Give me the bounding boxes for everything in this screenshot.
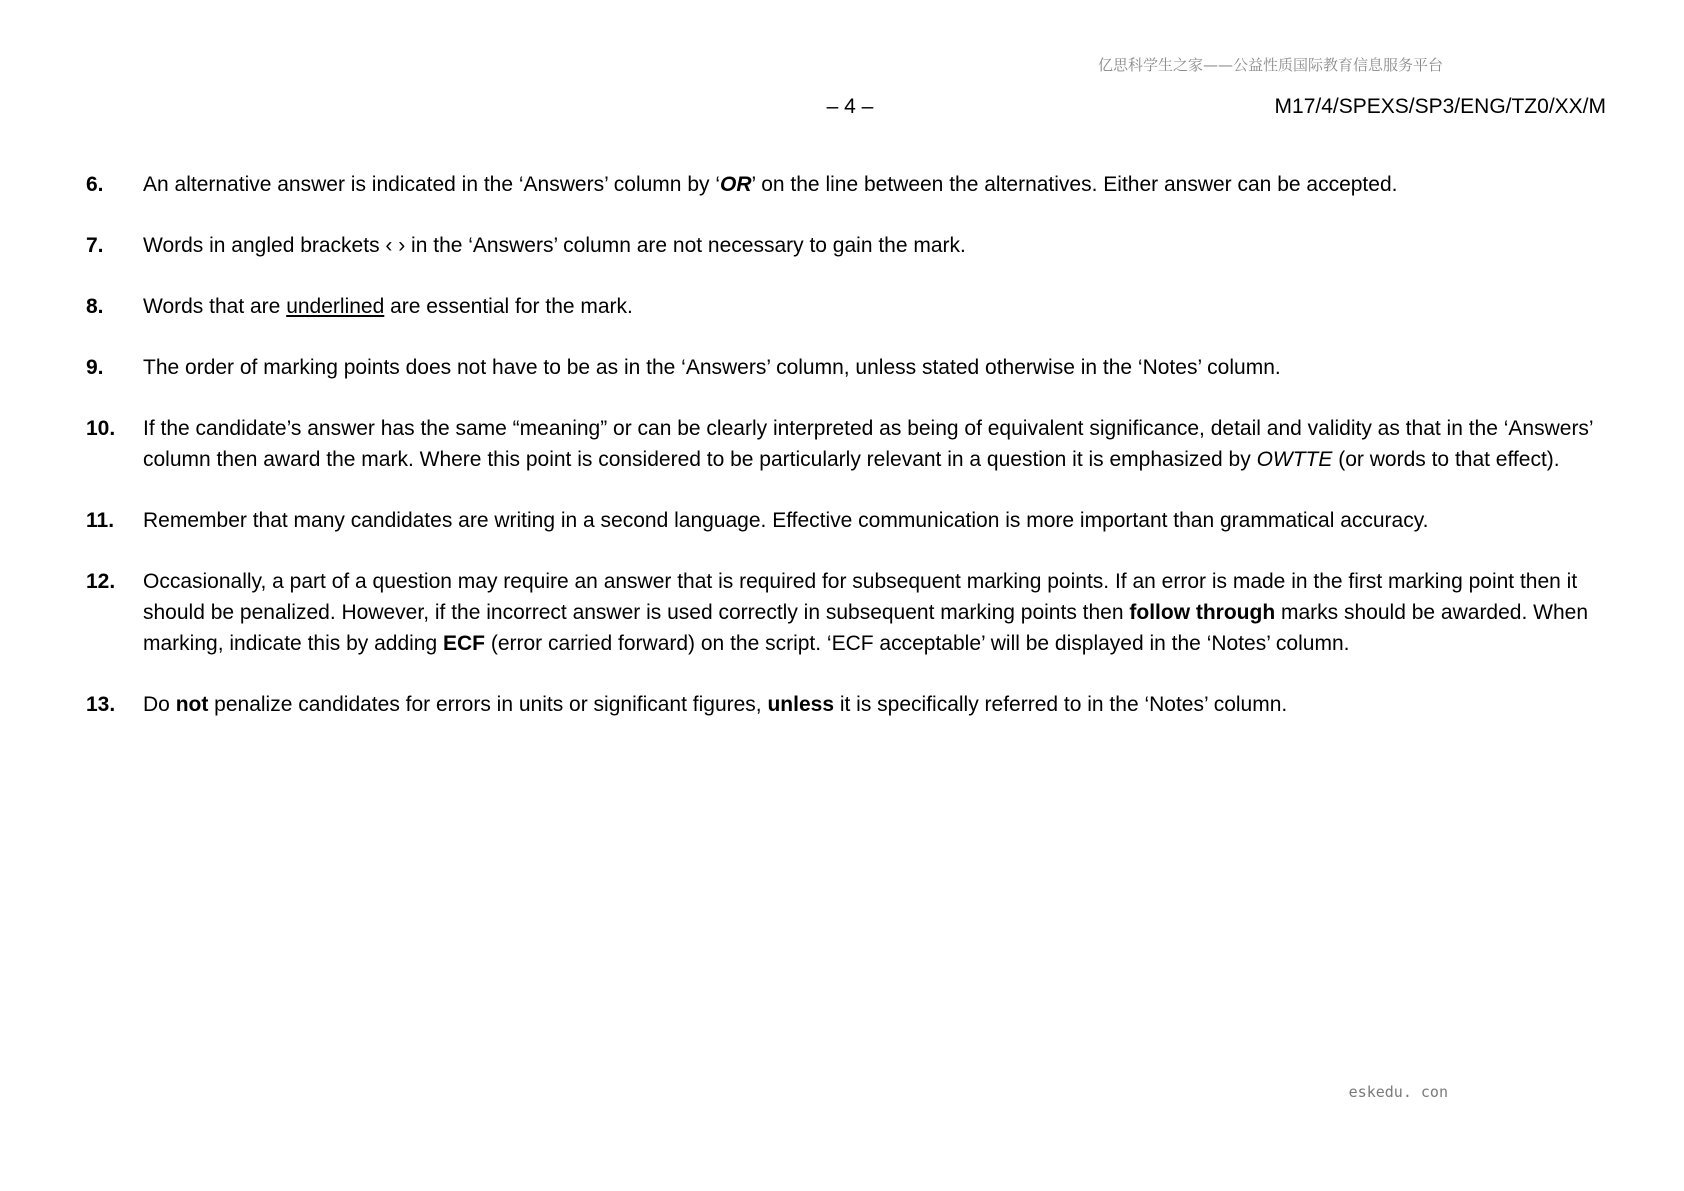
note-text-run: Occasionally, a part of a question may require an answer that is required for subsequent marking points. If an error is made in the first marking point then it should be penalized. However, if the incorrect answer is used correctly in subsequent marking points then xyxy=(143,570,1578,624)
note-text-run: If the candidate’s answer has the same “meaning” or can be clearly interpreted as being of equivalent significance, detail and validity as that in the ‘Answers’ column then award the mark. Where this point is considered to be particularly relevant in a question it is emphasized by xyxy=(143,417,1593,471)
note-number: 9. xyxy=(86,356,104,379)
note-text xyxy=(143,505,1606,536)
underlined-word: underlined xyxy=(286,295,385,318)
note-number: 8. xyxy=(86,295,104,318)
marking-notes-list xyxy=(86,169,1606,750)
note-item-9 xyxy=(86,352,1606,383)
note-item-12 xyxy=(86,566,1606,659)
note-item-6 xyxy=(86,169,1606,200)
unless-emphasis: unless xyxy=(767,693,834,716)
note-number: 13. xyxy=(86,693,116,716)
note-text-run: penalize candidates for errors in units or significant figures, xyxy=(208,693,768,716)
note-text-run: (error carried forward) on the script. ‘ECF acceptable’ will be displayed in the ‘Notes’ column. xyxy=(485,632,1350,655)
note-number: 6. xyxy=(86,173,104,196)
note-number: 7. xyxy=(86,234,104,257)
note-text-run: Remember that many candidates are writing in a second language. Effective communication is more important than grammatical accuracy. xyxy=(143,509,1429,532)
owtte-term: OWTTE xyxy=(1256,448,1333,471)
ecf-term: ECF xyxy=(443,632,485,655)
note-text-run: The order of marking points does not have to be as in the ‘Answers’ column, unless stated otherwise in the ‘Notes’ column. xyxy=(143,356,1281,379)
note-item-8 xyxy=(86,291,1606,322)
note-text-run: ’ on the line between the alternatives. Either answer can be accepted. xyxy=(751,173,1398,196)
follow-through-term: follow through xyxy=(1129,601,1276,624)
header-watermark: 亿思科学生之家——公益性质国际教育信息服务平台 xyxy=(1097,56,1443,74)
note-text-run: are essential for the mark. xyxy=(384,295,633,318)
note-text-run: An alternative answer is indicated in the ‘Answers’ column by ‘ xyxy=(143,173,720,196)
note-text xyxy=(143,566,1606,659)
or-keyword: OR xyxy=(720,173,752,196)
note-text-run: Do xyxy=(143,693,176,716)
note-item-10 xyxy=(86,413,1606,475)
note-text xyxy=(143,413,1606,475)
note-text-run: (or words to that effect). xyxy=(1332,448,1560,471)
note-item-7 xyxy=(86,230,1606,261)
note-number: 12. xyxy=(86,570,116,593)
note-item-11 xyxy=(86,505,1606,536)
page-number: – 4 – xyxy=(826,95,874,118)
note-item-13 xyxy=(86,689,1606,720)
note-number: 11. xyxy=(86,509,115,532)
note-text-run: Words that are xyxy=(143,295,287,318)
note-text-run: Words in angled brackets ‹ › in the ‘Answers’ column are not necessary to gain the mark. xyxy=(143,234,966,257)
note-text-run: marks should be awarded. When marking, indicate this by adding xyxy=(143,601,1588,655)
document-code: M17/4/SPEXS/SP3/ENG/TZ0/XX/M xyxy=(1274,95,1606,118)
note-text xyxy=(143,169,1606,200)
footer-watermark: eskedu. con xyxy=(1348,1083,1448,1101)
note-text xyxy=(143,352,1606,383)
note-number: 10. xyxy=(86,417,116,440)
note-text xyxy=(143,230,1606,261)
note-text-run: it is specifically referred to in the ‘Notes’ column. xyxy=(834,693,1288,716)
not-emphasis: not xyxy=(175,693,209,716)
note-text xyxy=(143,689,1606,720)
note-text xyxy=(143,291,1606,322)
